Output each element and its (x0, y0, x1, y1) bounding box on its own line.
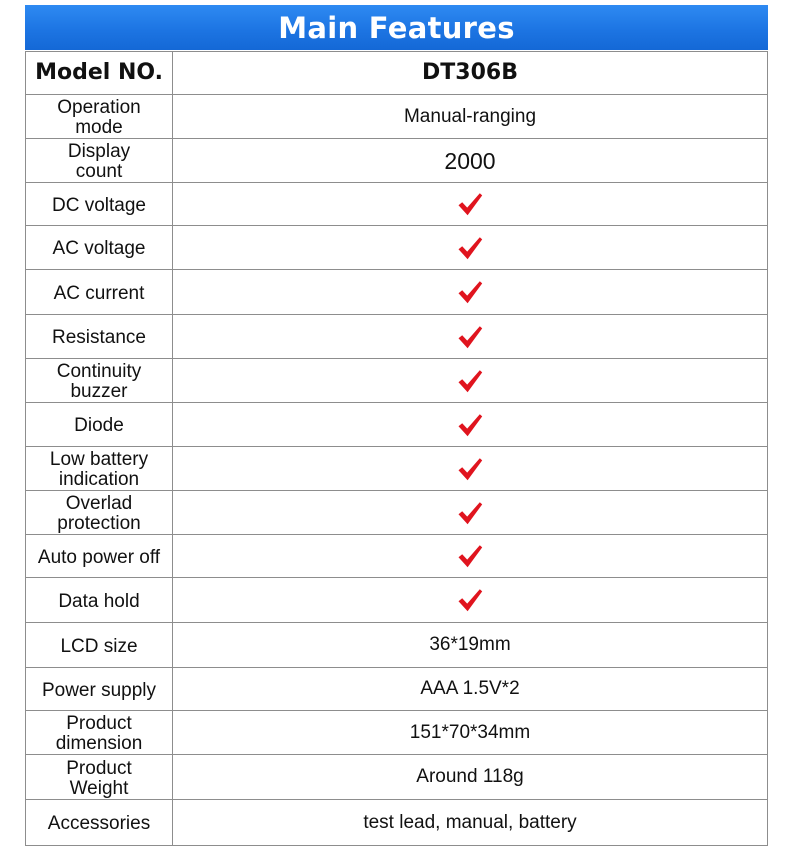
feature-label-cell (26, 491, 173, 535)
feature-label: Product dimension (55, 713, 143, 754)
feature-label: Power supply (41, 679, 157, 701)
feature-label-cell (26, 270, 173, 315)
feature-label-cell (26, 315, 173, 359)
model-value: DT306B (173, 52, 768, 95)
feature-supported-cell (173, 183, 768, 226)
checkmark-icon (457, 413, 483, 437)
feature-value: Manual-ranging (173, 95, 768, 139)
feature-supported-cell (173, 403, 768, 447)
feature-label-cell (26, 800, 173, 846)
feature-label-cell (26, 403, 173, 447)
feature-value: 2000 (173, 139, 768, 183)
header-row (26, 52, 768, 95)
feature-supported-cell (173, 270, 768, 315)
feature-row (26, 270, 768, 315)
feature-label: Low battery indication (49, 449, 149, 490)
feature-label: Overlad protection (57, 493, 141, 534)
feature-value: AAA 1.5V*2 (173, 668, 768, 711)
feature-label-cell (26, 578, 173, 623)
feature-label-cell (26, 711, 173, 755)
feature-label: Data hold (58, 590, 140, 612)
feature-row (26, 623, 768, 668)
feature-label: DC voltage (52, 194, 146, 216)
feature-value: Around 118g (173, 755, 768, 800)
feature-row (26, 668, 768, 711)
feature-label-cell (26, 95, 173, 139)
features-table-body (26, 52, 768, 846)
feature-value: 151*70*34mm (173, 711, 768, 755)
feature-row (26, 755, 768, 800)
feature-label: Product Weight (66, 757, 132, 799)
feature-row (26, 403, 768, 447)
feature-value: 36*19mm (173, 623, 768, 668)
feature-row (26, 95, 768, 139)
model-label: Model NO. (26, 52, 173, 95)
feature-label-cell (26, 183, 173, 226)
feature-label: Operation mode (57, 97, 141, 138)
feature-label-cell (26, 447, 173, 491)
feature-label-cell (26, 226, 173, 270)
feature-label-cell (26, 668, 173, 711)
main-features-title: Main Features (25, 5, 768, 50)
feature-row (26, 800, 768, 846)
feature-row (26, 183, 768, 226)
checkmark-icon (457, 457, 483, 481)
feature-label-cell (26, 139, 173, 183)
feature-label: Accessories (47, 813, 151, 834)
feature-row (26, 491, 768, 535)
feature-value: test lead, manual, battery (173, 800, 768, 846)
feature-supported-cell (173, 447, 768, 491)
feature-label-cell (26, 755, 173, 800)
feature-supported-cell (173, 578, 768, 623)
feature-label: AC voltage (52, 238, 146, 259)
feature-supported-cell (173, 491, 768, 535)
feature-label-cell (26, 535, 173, 578)
checkmark-icon (457, 588, 483, 612)
feature-row (26, 359, 768, 403)
feature-label: LCD size (60, 635, 138, 657)
checkmark-icon (457, 325, 483, 349)
feature-row (26, 226, 768, 270)
checkmark-icon (457, 236, 483, 260)
feature-supported-cell (173, 226, 768, 270)
feature-label: Continuity buzzer (56, 361, 142, 402)
feature-label-cell (26, 623, 173, 668)
feature-label: Display count (67, 141, 131, 182)
feature-row (26, 315, 768, 359)
feature-supported-cell (173, 359, 768, 403)
feature-row (26, 578, 768, 623)
feature-row (26, 139, 768, 183)
feature-row (26, 447, 768, 491)
checkmark-icon (457, 544, 483, 568)
checkmark-icon (457, 369, 483, 393)
checkmark-icon (457, 192, 483, 216)
feature-supported-cell (173, 535, 768, 578)
checkmark-icon (457, 501, 483, 525)
feature-supported-cell (173, 315, 768, 359)
feature-label: Resistance (52, 327, 146, 348)
feature-label: Auto power off (37, 546, 161, 568)
feature-label-cell (26, 359, 173, 403)
features-table (25, 51, 768, 846)
checkmark-icon (457, 280, 483, 304)
feature-row (26, 711, 768, 755)
feature-row (26, 535, 768, 578)
feature-label: Diode (74, 415, 124, 436)
feature-label: AC current (53, 282, 145, 304)
